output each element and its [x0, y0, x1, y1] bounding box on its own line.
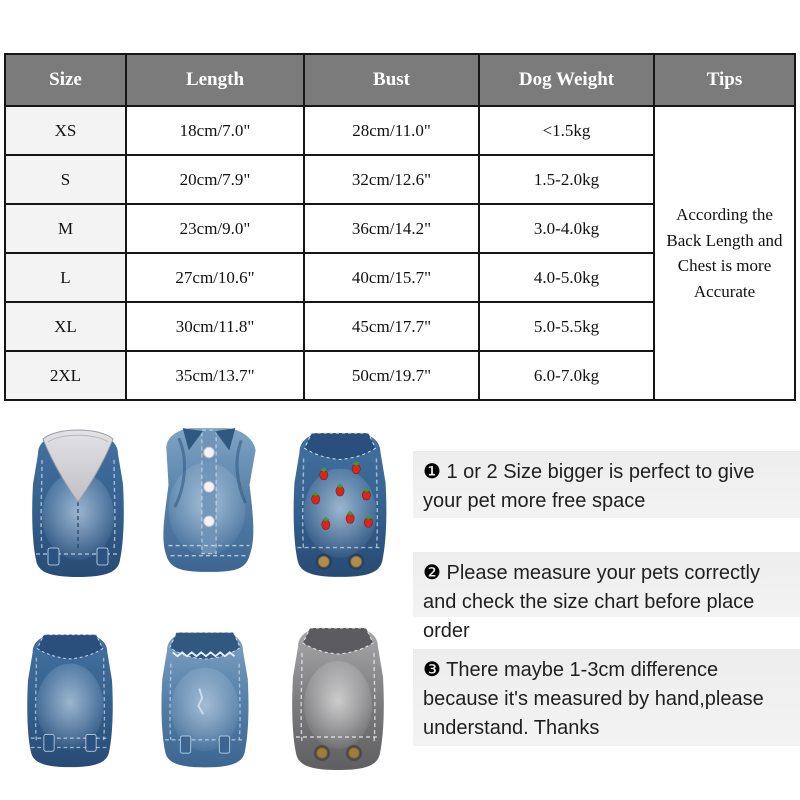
denim-jacket-front-illustration [146, 418, 272, 580]
note-1-body: 1 or 2 Size bigger is perfect to give your pet more free space [423, 461, 755, 512]
product-photo-strawberry-vest [278, 422, 402, 584]
table-header-row [5, 54, 795, 106]
cell-bust: 32cm/12.6" [304, 155, 479, 204]
cell-length: 23cm/9.0" [126, 204, 304, 253]
cell-size: 2XL [5, 351, 126, 400]
cell-length: 30cm/11.8" [126, 302, 304, 351]
cell-size: S [5, 155, 126, 204]
cell-size: M [5, 204, 126, 253]
cell-bust: 50cm/19.7" [304, 351, 479, 400]
note-2-text [423, 558, 794, 646]
col-header-size: Size [5, 54, 126, 106]
col-header-dog-weight: Dog Weight [479, 54, 654, 106]
denim-vest-back-illustration [14, 608, 126, 790]
cell-size: XL [5, 302, 126, 351]
cell-size: L [5, 253, 126, 302]
cell-bust: 45cm/17.7" [304, 302, 479, 351]
cell-weight: <1.5kg [479, 106, 654, 155]
cell-weight: 1.5-2.0kg [479, 155, 654, 204]
cell-weight: 5.0-5.5kg [479, 302, 654, 351]
strawberry-vest-illustration [278, 422, 402, 584]
frayed-vest-illustration [148, 606, 262, 790]
product-photo-gray-vest [278, 604, 398, 790]
cell-weight: 3.0-4.0kg [479, 204, 654, 253]
note-2 [413, 552, 800, 642]
note-3-body: There maybe 1-3cm difference because it's measured by hand,please understand. Thanks [423, 659, 764, 739]
cell-length: 35cm/13.7" [126, 351, 304, 400]
product-photo-denim-vest-back [14, 608, 126, 790]
note-3 [413, 649, 800, 746]
col-header-tips: Tips [654, 54, 795, 106]
size-chart-table [4, 53, 796, 401]
note-2-body: Please measure your pets correctly and check the size chart before place order [423, 562, 760, 642]
col-header-bust: Bust [304, 54, 479, 106]
note-3-text [423, 655, 794, 743]
product-photo-denim-jacket-front [146, 418, 272, 580]
note-1 [413, 451, 800, 518]
col-header-length: Length [126, 54, 304, 106]
tips-cell: According the Back Length and Chest is more Accurate [654, 106, 795, 400]
cell-bust: 40cm/15.7" [304, 253, 479, 302]
product-photo-frayed-vest [148, 606, 262, 790]
cell-length: 27cm/10.6" [126, 253, 304, 302]
note-1-number-badge: ❶ [423, 459, 441, 483]
note-1-text [423, 457, 794, 516]
note-2-number-badge: ❷ [423, 560, 441, 584]
cell-bust: 36cm/14.2" [304, 204, 479, 253]
denim-hoodie-back-illustration [18, 420, 138, 588]
note-3-number-badge: ❸ [423, 657, 441, 681]
gray-vest-illustration [278, 604, 398, 790]
cell-length: 20cm/7.9" [126, 155, 304, 204]
cell-size: XS [5, 106, 126, 155]
cell-bust: 28cm/11.0" [304, 106, 479, 155]
table-row [5, 106, 795, 155]
cell-weight: 4.0-5.0kg [479, 253, 654, 302]
product-photo-denim-hoodie-back [18, 420, 138, 588]
cell-length: 18cm/7.0" [126, 106, 304, 155]
cell-weight: 6.0-7.0kg [479, 351, 654, 400]
